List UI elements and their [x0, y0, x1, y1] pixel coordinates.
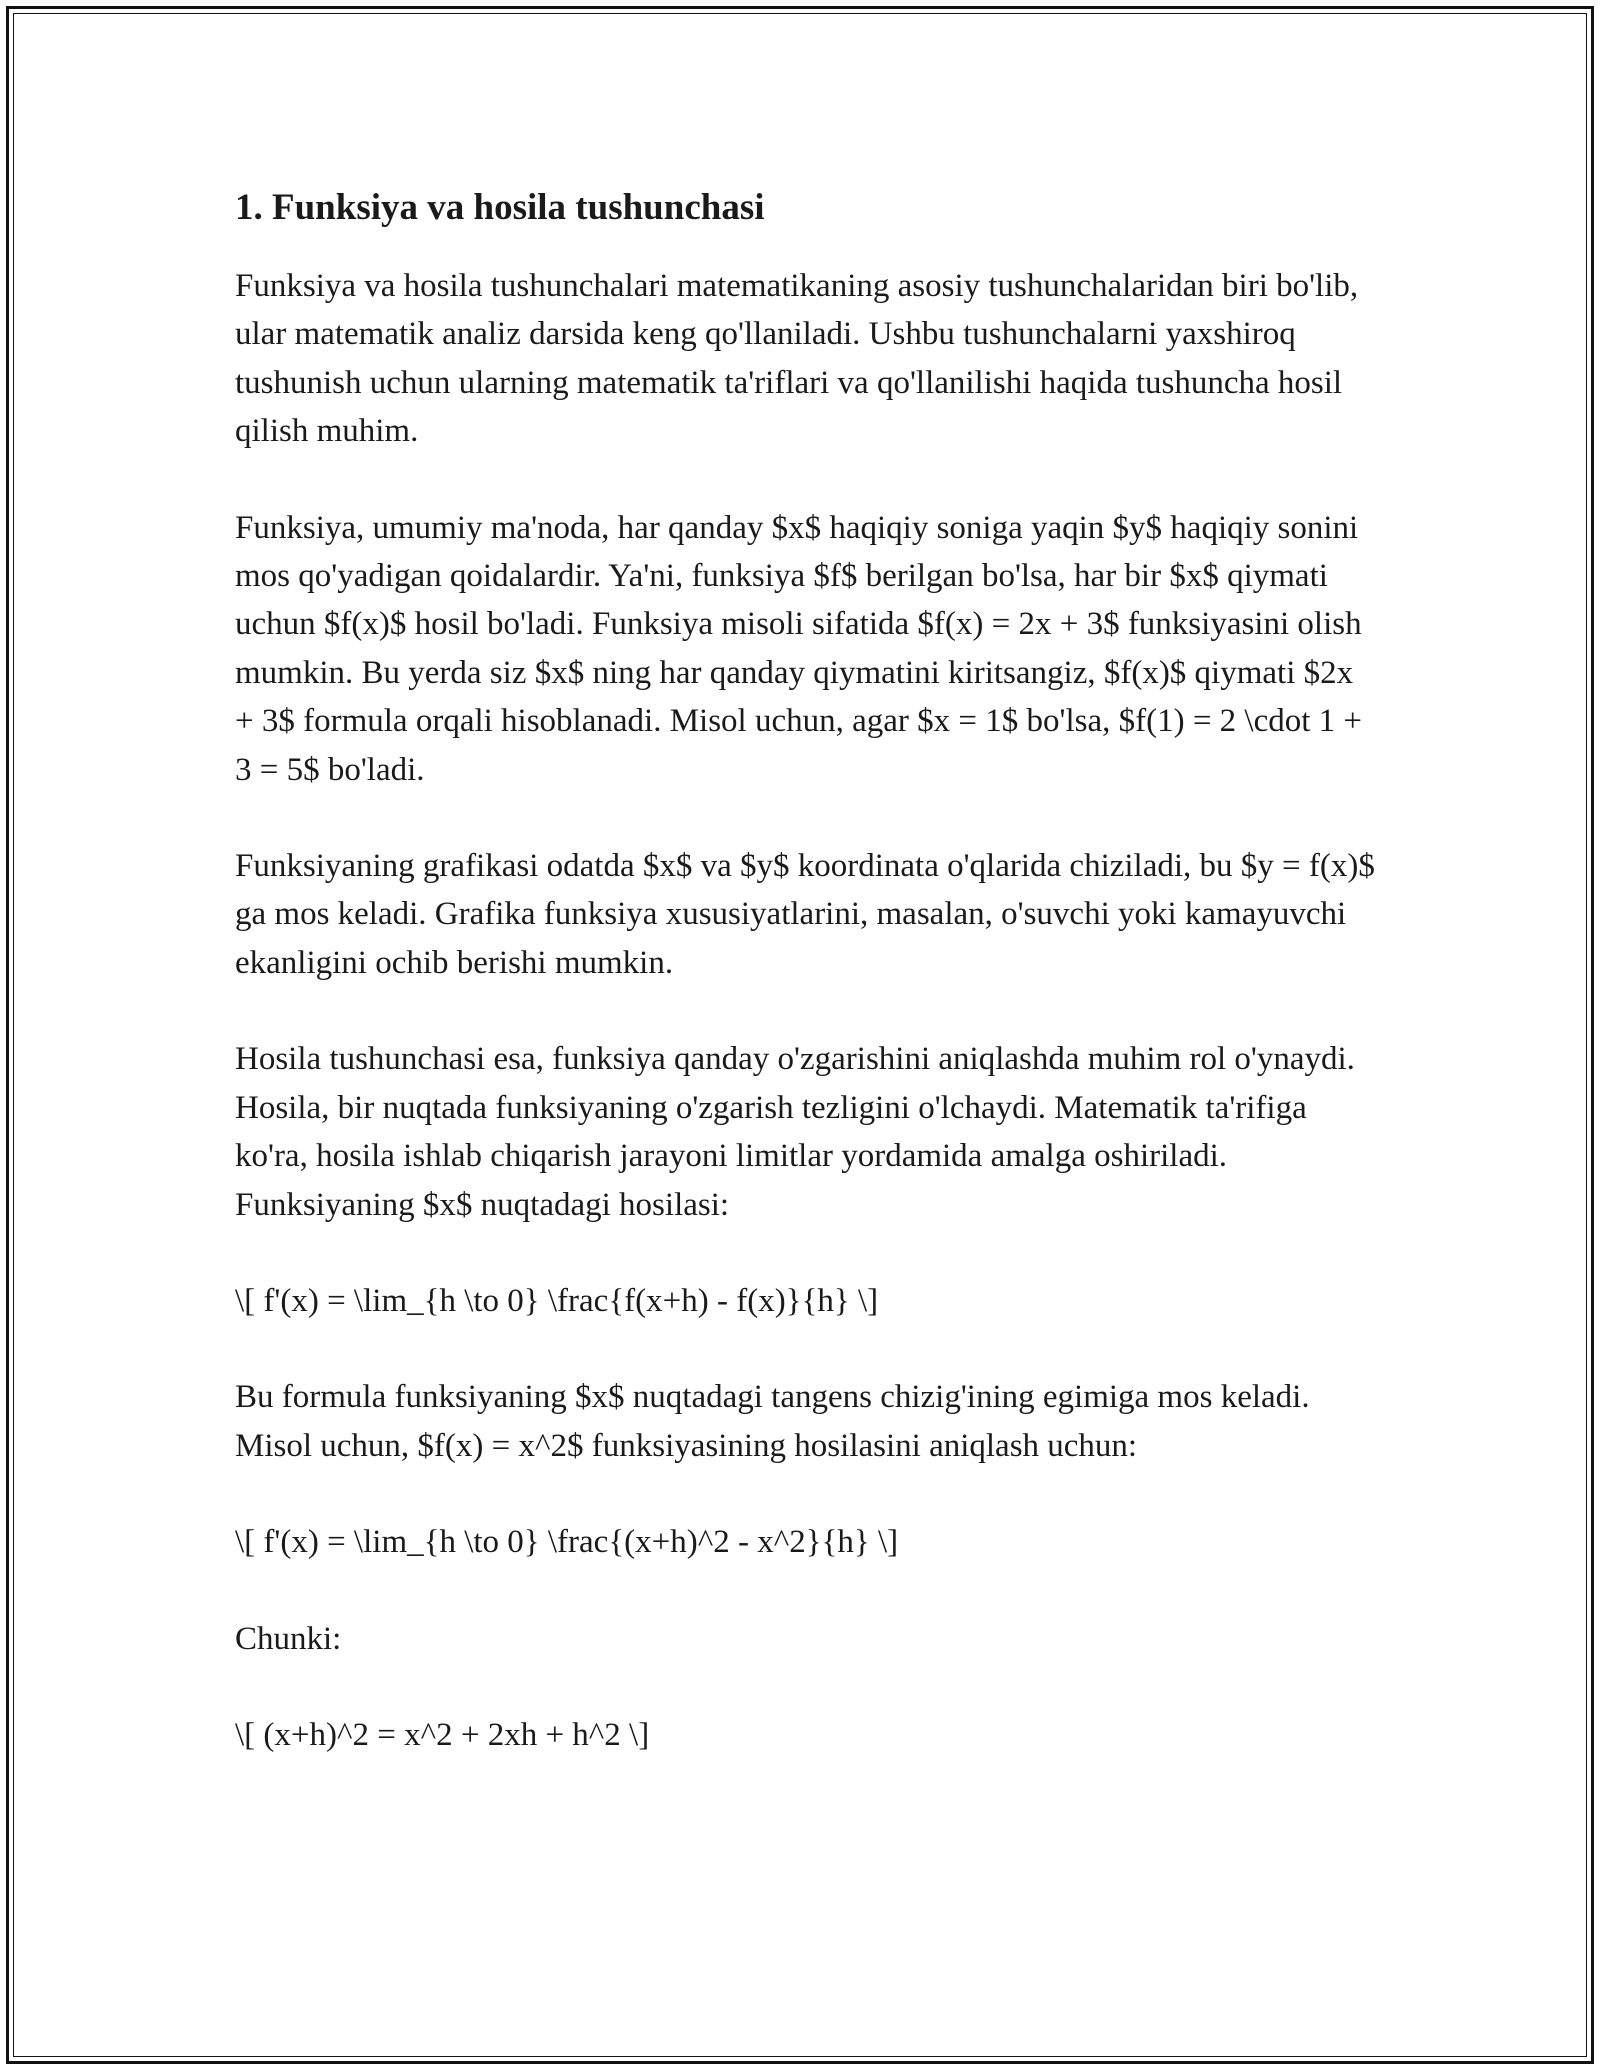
function-definition-paragraph: Funksiya, umumiy ma'noda, har qanday $x$ haqiqiy soniga yaqin $y$ haqiqiy sonini mos qo'yadigan qoidalardir. Ya'ni, funksiya $f$ berilgan bo'lsa, har bir $x$ qiymati uchun $f(x)$ hosil bo'ladi. Funksiya misoli sifatida $f(x) = 2x + 3$ funksiyasini olish mumkin. Bu yerda siz $x$ ning har qanday qiymatini kiritsangiz, $f(x)$ qiymati $2x + 3$ formula orqali hisoblanadi. Misol uchun, agar $x = 1$ bo'lsa, $f(1) = 2 \cdot 1 + 3 = 5$ bo'ladi. [235, 509, 1363, 788]
binomial-expansion-formula: \[ (x+h)^2 = x^2 + 2xh + h^2 \] [235, 1716, 650, 1753]
derivative-intro-paragraph: Hosila tushunchasi esa, funksiya qanday o'zgarishini aniqlashda muhim rol o'ynaydi. Hosila, bir nuqtada funksiyaning o'zgarish tezligini o'lchaydi. Matematik ta'rifiga ko'ra, hosila ishlab chiqarish jarayoni limitlar yordamida amalga oshiriladi. Funksiyaning $x$ nuqtadagi hosilasi: [235, 1041, 1355, 1223]
intro-paragraph: Funksiya va hosila tushunchalari matematikaning asosiy tushunchalaridan biri bo'lib, ular matematik analiz darsida keng qo'llaniladi. Ushbu tushunchalarni yaxshiroq tushunish uchun ularning matematik ta'riflari va qo'llanilishi haqida tushuncha hosil qilish muhim. [235, 268, 1359, 450]
function-graph-paragraph: Funksiyaning grafikasi odatda $x$ va $y$ koordinata o'qlarida chiziladi, bu $y = f(x)$ ga mos keladi. Grafika funksiya xususiyatlarini, masalan, o'suvchi yoki kamayuvchi ekanligini ochib berishi mumkin. [235, 848, 1375, 981]
document-body [235, 186, 1375, 1807]
derivative-definition-formula: \[ f'(x) = \lim_{h \to 0} \frac{f(x+h) - f(x)}{h} \] [235, 1282, 879, 1319]
square-derivative-formula: \[ f'(x) = \lim_{h \to 0} \frac{(x+h)^2 - x^2}{h} \] [235, 1524, 899, 1561]
because-label: Chunki: [235, 1620, 342, 1657]
section-heading: 1. Funksiya va hosila tushunchasi [235, 187, 765, 228]
tangent-explanation-paragraph: Bu formula funksiyaning $x$ nuqtadagi tangens chizig'ining egimiga mos keladi. Misol uchun, $f(x) = x^2$ funksiyasining hosilasini aniqlash uchun: [235, 1379, 1310, 1464]
